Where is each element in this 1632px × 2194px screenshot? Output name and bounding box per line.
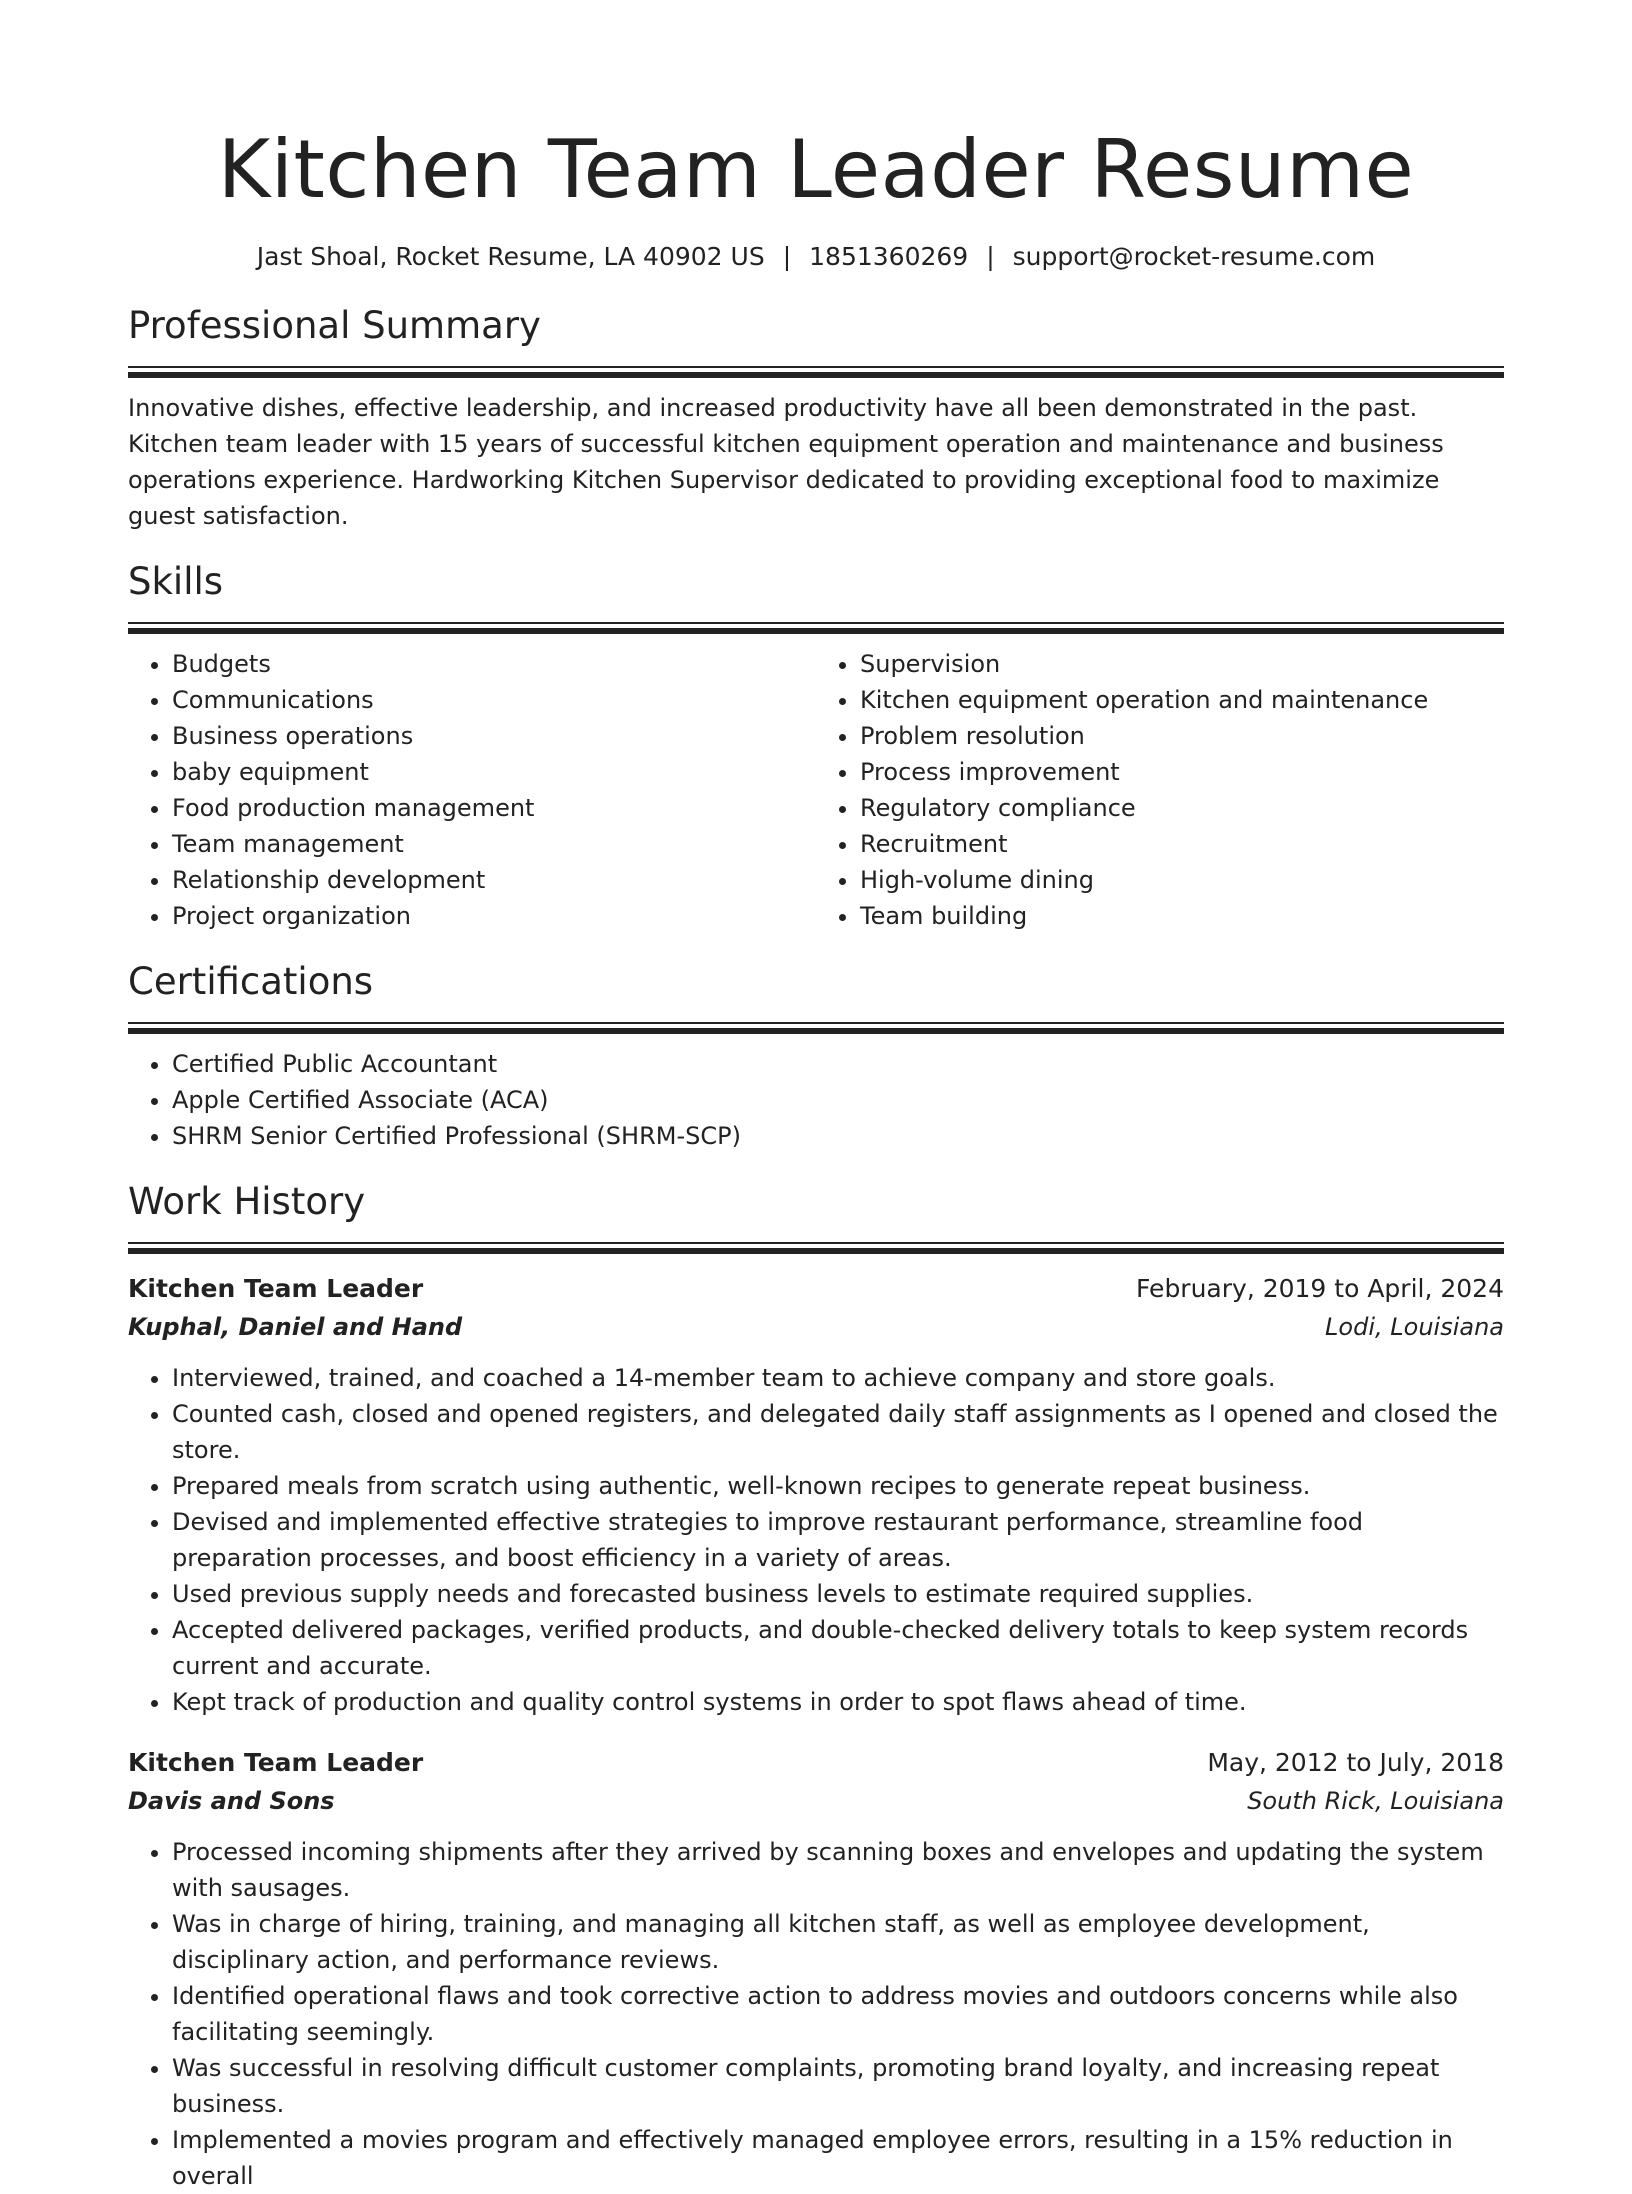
skills-section	[128, 558, 1504, 934]
skills-list-right	[816, 646, 1504, 934]
contact-email: support@rocket-resume.com	[1012, 242, 1376, 271]
summary-text: Innovative dishes, effective leadership, and increased productivity have all been demonstrated in the past. Kitchen team leader with 15 years of successful kitchen equipment operation and maintenance and business operations experience. Hardworking Kitchen Supervisor dedicated to providing exceptional food to maximize guest satisfaction.	[128, 394, 1444, 530]
job-bullet: • Was successful in resolving difficult customer complaints, promoting brand loyalty, and increasing repeat business.	[172, 2050, 1504, 2122]
job-dates: May, 2012 to July, 2018	[1207, 1748, 1504, 1777]
skill-item: • Team management	[172, 826, 816, 862]
section-heading-work-history: Work History	[128, 1180, 366, 1223]
skill-item: • Recruitment	[860, 826, 1504, 862]
skill-item: • Regulatory compliance	[860, 790, 1504, 826]
job-bullet: • Interviewed, trained, and coached a 14-member team to achieve company and store goals.	[172, 1360, 1504, 1396]
certifications-list	[128, 1046, 1504, 1154]
skills-list-left	[128, 646, 816, 934]
job-bullet: • Was in charge of hiring, training, and managing all kitchen staff, as well as employee development, disciplinary action, and performance reviews.	[172, 1906, 1504, 1978]
job-bullet: • Counted cash, closed and opened registers, and delegated daily staff assignments as I opened and closed the store.	[172, 1396, 1504, 1468]
summary-section	[128, 302, 1504, 534]
skill-item: • Communications	[172, 682, 816, 718]
contact-separator: |	[986, 242, 995, 271]
section-divider	[128, 1242, 1504, 1254]
skill-item: • Business operations	[172, 718, 816, 754]
skills-columns	[128, 646, 1504, 934]
section-heading-skills: Skills	[128, 560, 224, 603]
job-subheader-row	[128, 1782, 1504, 1820]
job-bullet: • Implemented a movies program and effectively managed employee errors, resulting in a 15% reduction in overall	[172, 2122, 1504, 2194]
job-title: Kitchen Team Leader	[128, 1748, 424, 1777]
skill-item: • Process improvement	[860, 754, 1504, 790]
resume-page	[128, 0, 1504, 2194]
job-entry	[128, 1270, 1504, 1720]
job-company: Davis and Sons	[128, 1787, 335, 1815]
skill-item: • Food production management	[172, 790, 816, 826]
skill-item: • Supervision	[860, 646, 1504, 682]
certification-item: • Apple Certified Associate (ACA)	[172, 1082, 1504, 1118]
job-bullets	[128, 1834, 1504, 2194]
section-divider	[128, 1022, 1504, 1034]
skill-item: • Problem resolution	[860, 718, 1504, 754]
contact-address: Jast Shoal, Rocket Resume, LA 40902 US	[256, 242, 765, 271]
job-bullet: • Used previous supply needs and forecasted business levels to estimate required supplies.	[172, 1576, 1504, 1612]
job-location: South Rick, Louisiana	[1247, 1787, 1504, 1815]
job-bullet: • Prepared meals from scratch using authentic, well-known recipes to generate repeat business.	[172, 1468, 1504, 1504]
certification-item: • SHRM Senior Certified Professional (SHRM-SCP)	[172, 1118, 1504, 1154]
job-title: Kitchen Team Leader	[128, 1274, 424, 1303]
skill-item: • Kitchen equipment operation and maintenance	[860, 682, 1504, 718]
job-bullet: • Devised and implemented effective strategies to improve restaurant performance, streamline food preparation processes, and boost efficiency in a variety of areas.	[172, 1504, 1504, 1576]
contact-line	[128, 240, 1504, 274]
contact-separator: |	[782, 242, 792, 271]
skill-item: • Project organization	[172, 898, 816, 934]
work-history-section	[128, 1178, 1504, 2194]
job-company: Kuphal, Daniel and Hand	[128, 1313, 463, 1341]
skills-column-left	[128, 646, 816, 934]
section-divider	[128, 622, 1504, 634]
skills-column-right	[816, 646, 1504, 934]
job-bullet: • Identified operational flaws and took corrective action to address movies and outdoors concerns while also facilitating seemingly.	[172, 1978, 1504, 2050]
job-entry	[128, 1744, 1504, 2194]
skill-item: • Budgets	[172, 646, 816, 682]
job-bullet: • Kept track of production and quality control systems in order to spot flaws ahead of time.	[172, 1684, 1504, 1720]
section-divider	[128, 366, 1504, 378]
job-location: Lodi, Louisiana	[1325, 1313, 1504, 1341]
section-heading-certifications: Certifications	[128, 960, 374, 1003]
certifications-section	[128, 958, 1504, 1154]
job-bullets	[128, 1360, 1504, 1720]
job-header-row	[128, 1270, 1504, 1308]
contact-phone: 1851360269	[809, 242, 969, 271]
skill-item: • Relationship development	[172, 862, 816, 898]
resume-title: Kitchen Team Leader Resume	[217, 123, 1415, 216]
skill-item: • baby equipment	[172, 754, 816, 790]
section-heading-summary: Professional Summary	[128, 304, 541, 347]
job-bullet: • Processed incoming shipments after they arrived by scanning boxes and envelopes and updating the system with sausages.	[172, 1834, 1504, 1906]
job-header-row	[128, 1744, 1504, 1782]
skill-item: • High-volume dining	[860, 862, 1504, 898]
certification-item: • Certified Public Accountant	[172, 1046, 1504, 1082]
job-dates: February, 2019 to April, 2024	[1136, 1274, 1504, 1303]
job-bullet: • Accepted delivered packages, verified products, and double-checked delivery totals to keep system records current and accurate.	[172, 1612, 1504, 1684]
skill-item: • Team building	[860, 898, 1504, 934]
job-subheader-row	[128, 1308, 1504, 1346]
